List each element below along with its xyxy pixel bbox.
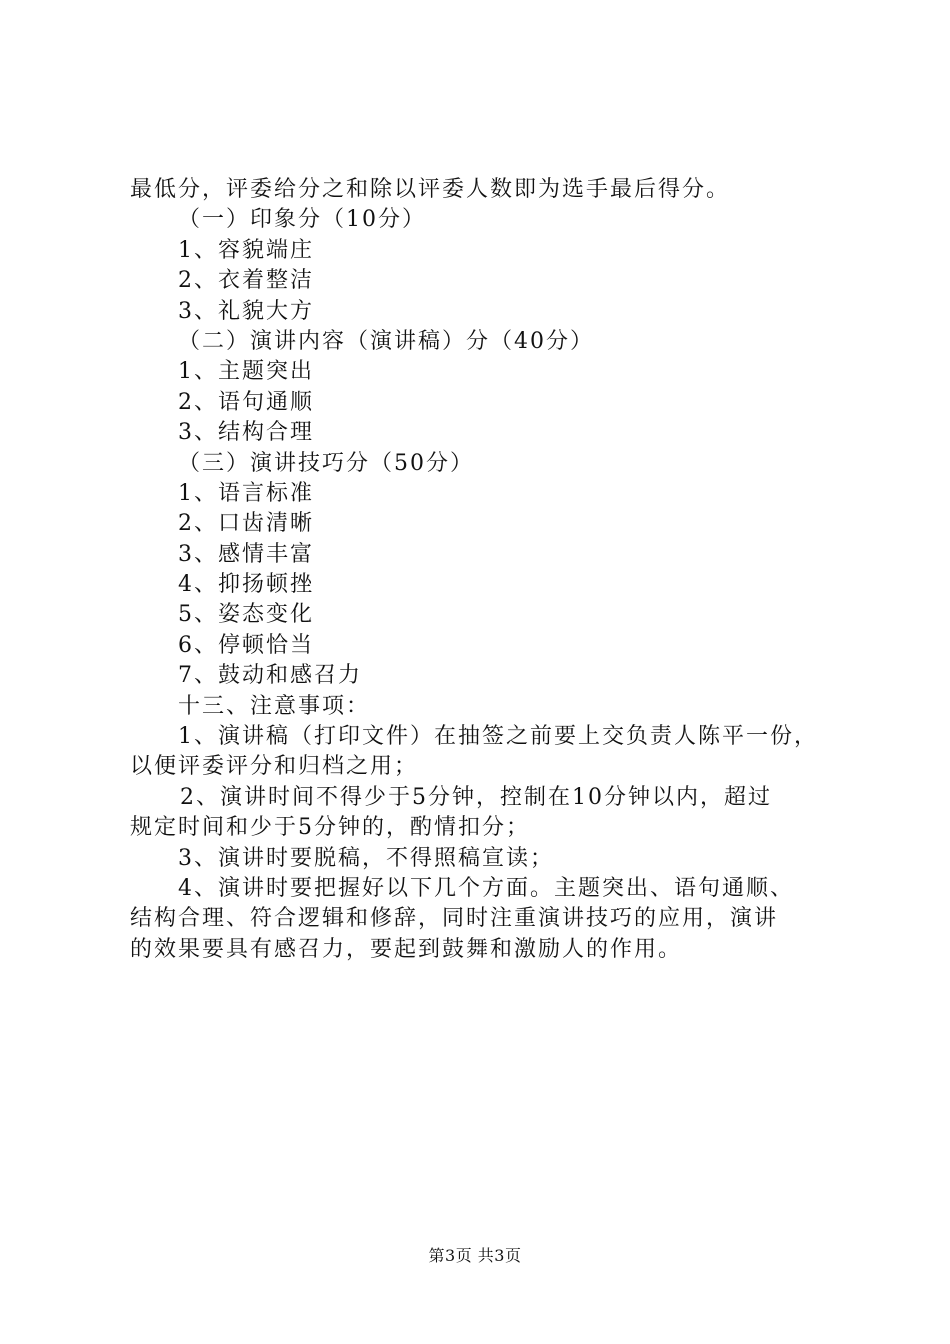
document-body [130,175,842,965]
list-item: 3、感情丰富 [178,541,314,567]
paragraph-line: 4、演讲时要把握好以下几个方面。主题突出、语句通顺、 [178,875,794,901]
list-item: 2、语句通顺 [178,389,314,415]
list-item: 1、主题突出 [178,359,314,385]
list-item: 4、抑扬顿挫 [178,572,314,598]
section-heading-notes: 十三、注意事项： [178,693,371,719]
list-item: 1、语言标准 [178,480,314,506]
section-heading-impression: （一）印象分（10分） [178,207,426,233]
paragraph-line: 规定时间和少于5分钟的，酌情扣分； [130,815,530,841]
paragraph-line: 结构合理、符合逻辑和修辞，同时注重演讲技巧的应用，演讲 [130,906,779,932]
text-line: 最低分，评委给分之和除以评委人数即为选手最后得分。 [130,177,731,202]
section-heading-skills: （三）演讲技巧分（50分） [178,450,474,476]
paragraph-line: 3、演讲时要脱稿，不得照稿宣读； [178,845,554,871]
list-item: 3、礼貌大方 [178,298,314,324]
paragraph-line: 2、演讲时间不得少于5分钟，控制在10分钟以内，超过 [180,784,772,810]
list-item: 2、口齿清晰 [178,511,314,537]
section-heading-content: （二）演讲内容（演讲稿）分（40分） [178,328,594,354]
list-item: 3、结构合理 [178,420,314,446]
page-footer: 第3页 共3页 [428,1246,522,1265]
list-item: 1、容貌端庄 [178,237,314,263]
list-item: 7、鼓动和感召力 [178,663,362,689]
paragraph-line: 1、演讲稿（打印文件）在抽签之前要上交负责人陈平一份， [178,724,818,750]
paragraph-line: 以便评委评分和归档之用； [130,754,419,780]
list-item: 2、衣着整洁 [178,268,314,294]
list-item: 6、停顿恰当 [178,632,314,658]
list-item: 5、姿态变化 [178,602,314,628]
paragraph-line: 的效果要具有感召力，要起到鼓舞和激励人的作用。 [130,936,683,962]
